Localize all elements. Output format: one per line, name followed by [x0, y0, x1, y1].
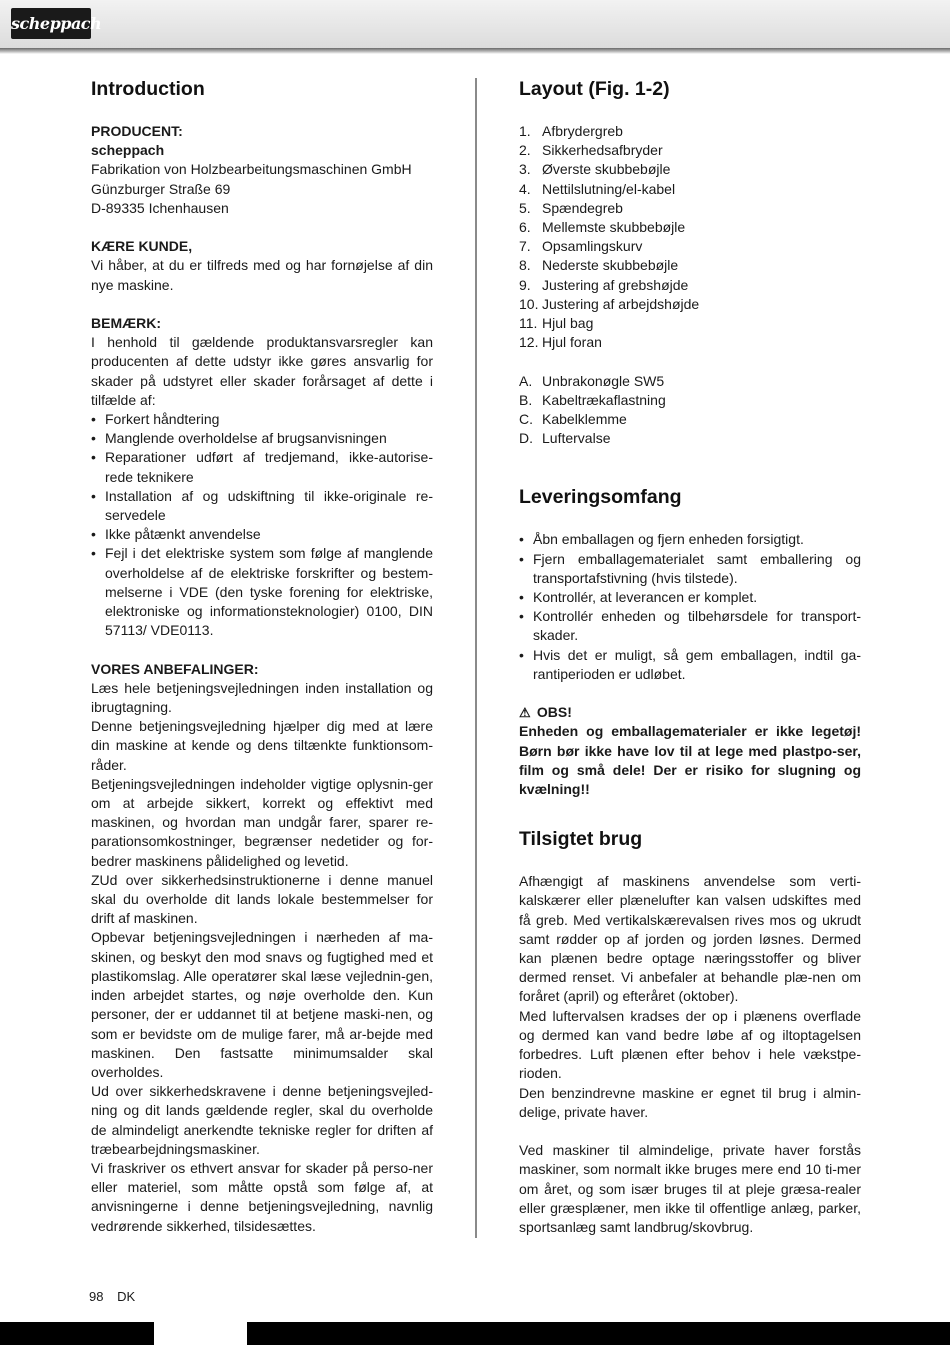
producer-line: Fabrikation von Holzbearbeitungsmaschinen GmbH — [91, 161, 412, 178]
recommendation-paragraph: Opbevar betjeningsvejledningen i nærheden af ma-skinen, og beskyt den mod snavs og fugtighed med et plastikomslag. Alle operatører skal læse vejlednin-gen, inden arbejdet startes, og nøje overholde den. Kun personer, der er uddannet til at betjene maski-nen, og som er bevidste om de mulige farer, må ar-bejde med maskinen. Den fastsatte minimumsalder skal overholdes. — [91, 929, 433, 1080]
intended-use-paragraph: Den benzindrevne maskine er egnet til brug i almin-delige, private haver. — [519, 1084, 861, 1120]
list-item: 9. Justering af grebshøjde — [519, 276, 689, 293]
list-item: • Forkert håndtering — [91, 410, 433, 429]
bottom-bar — [0, 1322, 950, 1345]
list-item: 7. Opsamlingskurv — [519, 238, 643, 255]
producer-label: PRODUCENT: — [91, 123, 183, 139]
warning-triangle-icon: ⚠ — [519, 705, 531, 721]
note-text: I henhold til gældende produktansvarsregler kan producenten af dette udstyr ikke gøres ansvarlig for skader på udstyret eller skader forårsaget af dette i tilfælde af: — [91, 334, 433, 408]
brand-logo: scheppach — [11, 8, 91, 39]
recommendation-paragraph: Læs hele betjeningsvejledningen inden installation og ibrugtagning. — [91, 679, 433, 716]
section-title-layout: Layout (Fig. 1-2) — [519, 78, 670, 100]
list-item: • Manglende overholdelse af brugsanvisningen — [91, 429, 433, 448]
bottom-bar-gap — [154, 1322, 247, 1345]
list-item: 1. Afbrydergreb — [519, 123, 623, 139]
dear-customer-text: Vi håber, at du er tilfreds med og har fornøjelse af din nye maskine. — [91, 257, 433, 293]
list-item: 11. Hjul bag — [519, 315, 594, 332]
header-band — [0, 0, 950, 48]
recommendation-paragraph: ZUd over sikkerhedsinstruktionerne i denne manuel skal du overholde dit lands lokale bestemmelser for drift af maskinen. — [91, 871, 433, 927]
list-item: C. Kabelklemme — [519, 411, 627, 428]
list-item: • Hvis det er muligt, så gem emballagen, indtil ga-rantiperioden er udløbet. — [519, 646, 861, 684]
intended-use-paragraph: Med luftervalsen kradses der op i plænens overflade og dermed kan vand bedre løbe af og iltoptagelsen forbedres. Luft plænen efter behov i hele vækstpe-rioden. — [519, 1007, 861, 1082]
recommendations-label: VORES ANBEFALINGER: — [91, 660, 259, 677]
list-item: • Installation af og udskiftning til ikke-originale re-servedele — [91, 487, 433, 525]
list-item: 10. Justering af arbejdshøjde — [519, 295, 700, 312]
recommendation-paragraph: Ud over sikkerhedskravene i denne betjeningsvejled-ning og dit lands gældende regler, skal du overholde de almindeligt anerkendte tekniske regler for driften af træbearbejdningsmaskiner. — [91, 1083, 433, 1157]
page-footer — [89, 1289, 145, 1304]
intended-use-paragraph: Ved maskiner til almindelige, private haver forstås maskiner, som normalt ikke bruges mere end 10 ti-mer om året, og som især bruges til at pleje græsa-realer eller græsplæner, men ikke til offentlige anlæg, parker, sportsanlæg samt landbrug/skovbrug. — [519, 1142, 861, 1235]
list-item: 6. Mellemste skubbebøjle — [519, 219, 686, 236]
warning-label: OBS! — [536, 704, 572, 721]
warning-heading — [519, 703, 861, 722]
list-item: • Reparationer udført af tredjemand, ikke-autorise-rede teknikere — [91, 448, 433, 486]
recommendation-paragraph: Betjeningsvejledningen indeholder vigtige oplysnin-ger om at arbejde sikkert, korrekt og effektivt med maskinen, og hvordan man undgår farer, sparer re-parationsomkostninger, begrænser nedetider og for-bedrer maskinens pålidelighed og levetid. — [91, 775, 433, 869]
section-title-introduction: Introduction — [91, 78, 205, 100]
list-item: • Fjern emballagematerialet samt emballering og transportafstivning (hvis tilstede). — [519, 550, 861, 588]
list-item: A. Unbrakonøgle SW5 — [519, 372, 665, 389]
warning-text: Enheden og emballagematerialer er ikke legetøj! Børn bør ikke have lov til at lege med plastpo-ser, film og små dele! Der er risiko for slugning og kvælning!! — [519, 723, 861, 798]
list-item: • Ikke påtænkt anvendelse — [91, 525, 433, 544]
delivery-list — [519, 530, 861, 684]
note-list — [91, 410, 433, 640]
language-code: DK — [117, 1289, 136, 1304]
producer-line: Günzburger Straße 69 — [91, 180, 231, 197]
list-item: 5. Spændegreb — [519, 199, 623, 216]
list-item: 12. Hjul foran — [519, 334, 602, 351]
section-title-delivery: Leveringsomfang — [519, 486, 682, 509]
page-number: 98 — [89, 1289, 104, 1304]
producer-line: D-89335 Ichenhausen — [91, 199, 229, 216]
note-label: BEMÆRK: — [91, 315, 161, 331]
header-shadow — [0, 48, 950, 54]
list-item: • Åbn emballagen og fjern enheden forsigtigt. — [519, 530, 861, 549]
left-column — [91, 76, 433, 1236]
layout-accessories-list — [519, 372, 861, 449]
list-item: 2. Sikkerhedsafbryder — [519, 142, 663, 159]
list-item: • Kontrollér, at leverancen er komplet. — [519, 588, 861, 607]
list-item: 3. Øverste skubbebøjle — [519, 161, 671, 178]
list-item: D. Luftervalse — [519, 430, 611, 447]
list-item: • Kontrollér enheden og tilbehørsdele for transport-skader. — [519, 607, 861, 645]
section-title-intended-use: Tilsigtet brug — [519, 828, 643, 851]
dear-customer-label: KÆRE KUNDE, — [91, 238, 193, 255]
producer-name: scheppach — [91, 142, 165, 159]
column-divider — [475, 78, 477, 1238]
list-item: • Fejl i det elektriske system som følge af manglende overholdelse af de elektriske forskrifter og bestem-melserne i VDE (den tyske forening for elektriske, elektroniske og informationsteknologier) 0100, DIN 57113/ VDE0113. — [91, 544, 433, 640]
recommendation-paragraph: Denne betjeningsvejledning hjælper dig med at lære din maskine at kende og dens tiltænkte funktionsom-råder. — [91, 718, 433, 773]
layout-parts-list — [519, 122, 861, 352]
list-item: B. Kabeltrækaflastning — [519, 391, 666, 408]
intended-use-paragraph: Afhængigt af maskinens anvendelse som verti-kalskærer eller plænelufter kan valsen udskiftes med få greb. Med vertikalskærevalsen rives mos og ukrudt samt rødder op af jorden og jorden løsnes. Dermed kan plænen bedre optage næringsstoffer og bliver dermed renset. Vi anbefaler at behandle plæ-nen om foråret (april) og efteråret (oktober). — [519, 873, 861, 1005]
recommendation-paragraph: Vi fraskriver os ethvert ansvar for skader på perso-ner eller materiel, som måtte opstå som følge af, at anvisningerne i denne betjeningsvejledning, navnlig vedrørende sikkerhed, tilsidesættes. — [91, 1159, 433, 1234]
list-item: 4. Nettilslutning/el-kabel — [519, 180, 676, 197]
right-column — [519, 76, 861, 1237]
list-item: 8. Nederste skubbebøjle — [519, 257, 679, 274]
